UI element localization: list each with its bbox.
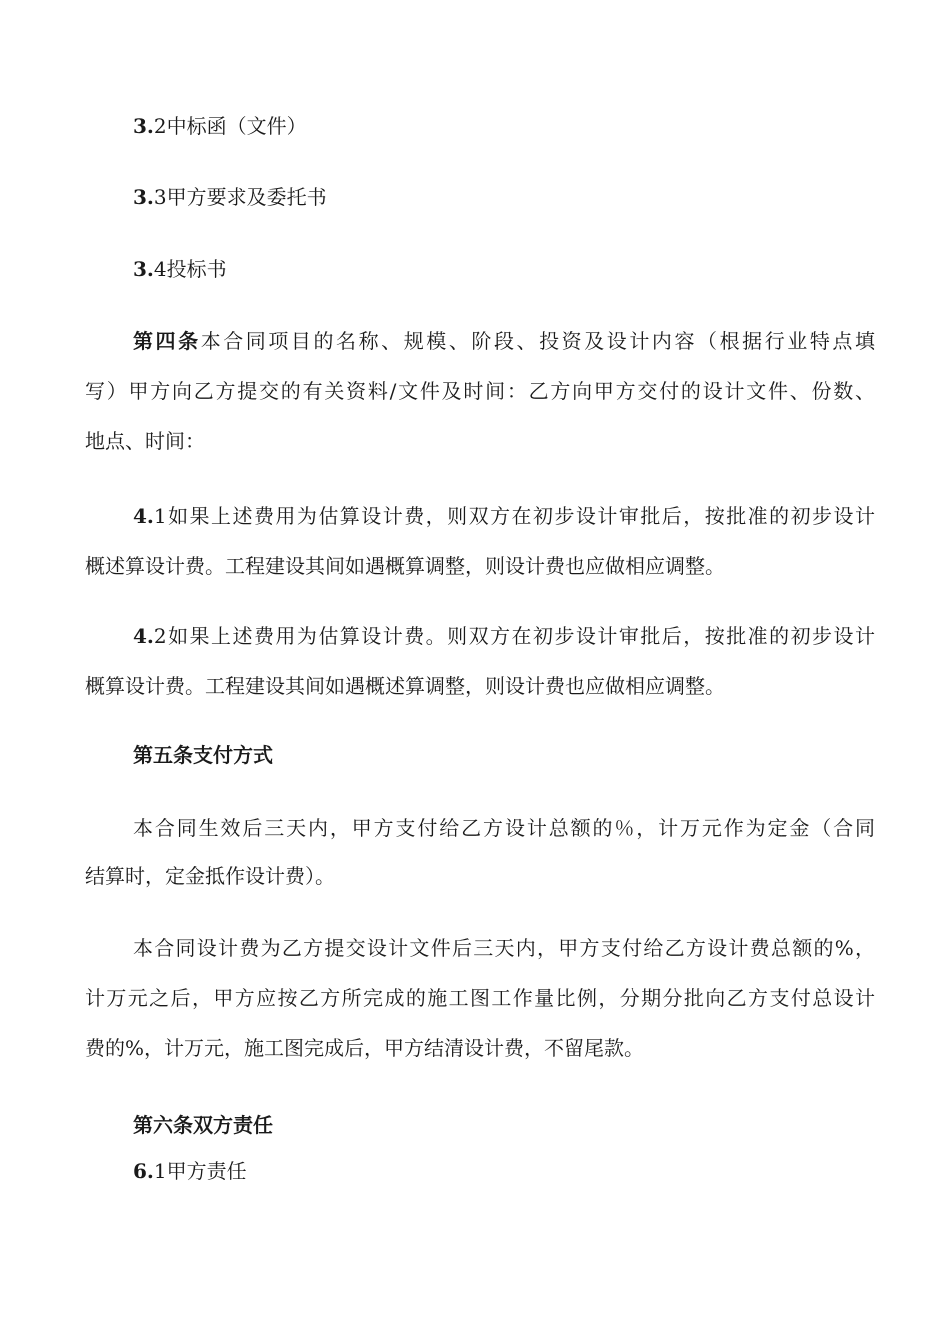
clause-number: 3. — [133, 257, 154, 281]
clause-4-1-line-2: 概述算设计费。工程建设其间如遇概算调整，则设计费也应做相应调整。 — [85, 554, 725, 578]
article-4-text: 本合同项目的名称、规模、阶段、投资及设计内容（根据行业特点填 — [200, 329, 875, 353]
clause-text: 3甲方要求及委托书 — [153, 185, 327, 209]
payment-para-1-line-2: 结算时，定金抵作设计费）。 — [85, 864, 335, 888]
article-4-line-1 — [133, 331, 875, 351]
clause-3-3 — [133, 187, 875, 207]
article-6-heading: 第六条双方责任 — [133, 1113, 273, 1137]
clause-number: 6. — [133, 1159, 154, 1183]
payment-para-2-line-3: 费的%，计万元，施工图完成后，甲方结清设计费，不留尾款。 — [85, 1036, 645, 1060]
article-4-line-2: 写）甲方向乙方提交的有关资料/文件及时间：乙方向甲方交付的设计文件、份数、 — [85, 379, 875, 403]
clause-text: 2如果上述费用为估算设计费。则双方在初步设计审批后，按批准的初步设计 — [153, 624, 875, 648]
article-5-heading: 第五条支付方式 — [133, 743, 273, 767]
clause-text: 1如果上述费用为估算设计费，则双方在初步设计审批后，按批准的初步设计 — [153, 504, 875, 528]
clause-text: 2中标函（文件） — [153, 114, 307, 138]
payment-para-2-line-1: 本合同设计费为乙方提交设计文件后三天内，甲方支付给乙方设计费总额的%， — [133, 936, 875, 960]
clause-3-4 — [133, 259, 875, 279]
clause-number: 4. — [133, 504, 154, 528]
clause-4-1-line-1 — [133, 506, 875, 526]
clause-number: 3. — [133, 185, 154, 209]
payment-para-1-line-1: 本合同生效后三天内，甲方支付给乙方设计总额的％，计万元作为定金（合同 — [133, 816, 875, 840]
clause-3-2 — [133, 116, 875, 136]
clause-4-2-line-1 — [133, 626, 875, 646]
payment-para-2-line-2: 计万元之后，甲方应按乙方所完成的施工图工作量比例，分期分批向乙方支付总设计 — [85, 986, 875, 1010]
clause-number: 3. — [133, 114, 154, 138]
clause-text: 4投标书 — [153, 257, 227, 281]
clause-text: 1甲方责任 — [153, 1159, 247, 1183]
clause-4-2-line-2: 概算设计费。工程建设其间如遇概述算调整，则设计费也应做相应调整。 — [85, 674, 725, 698]
article-4-heading: 第四条 — [133, 329, 201, 353]
clause-6-1 — [133, 1161, 875, 1181]
article-4-line-3: 地点、时间： — [85, 429, 205, 453]
clause-number: 4. — [133, 624, 154, 648]
